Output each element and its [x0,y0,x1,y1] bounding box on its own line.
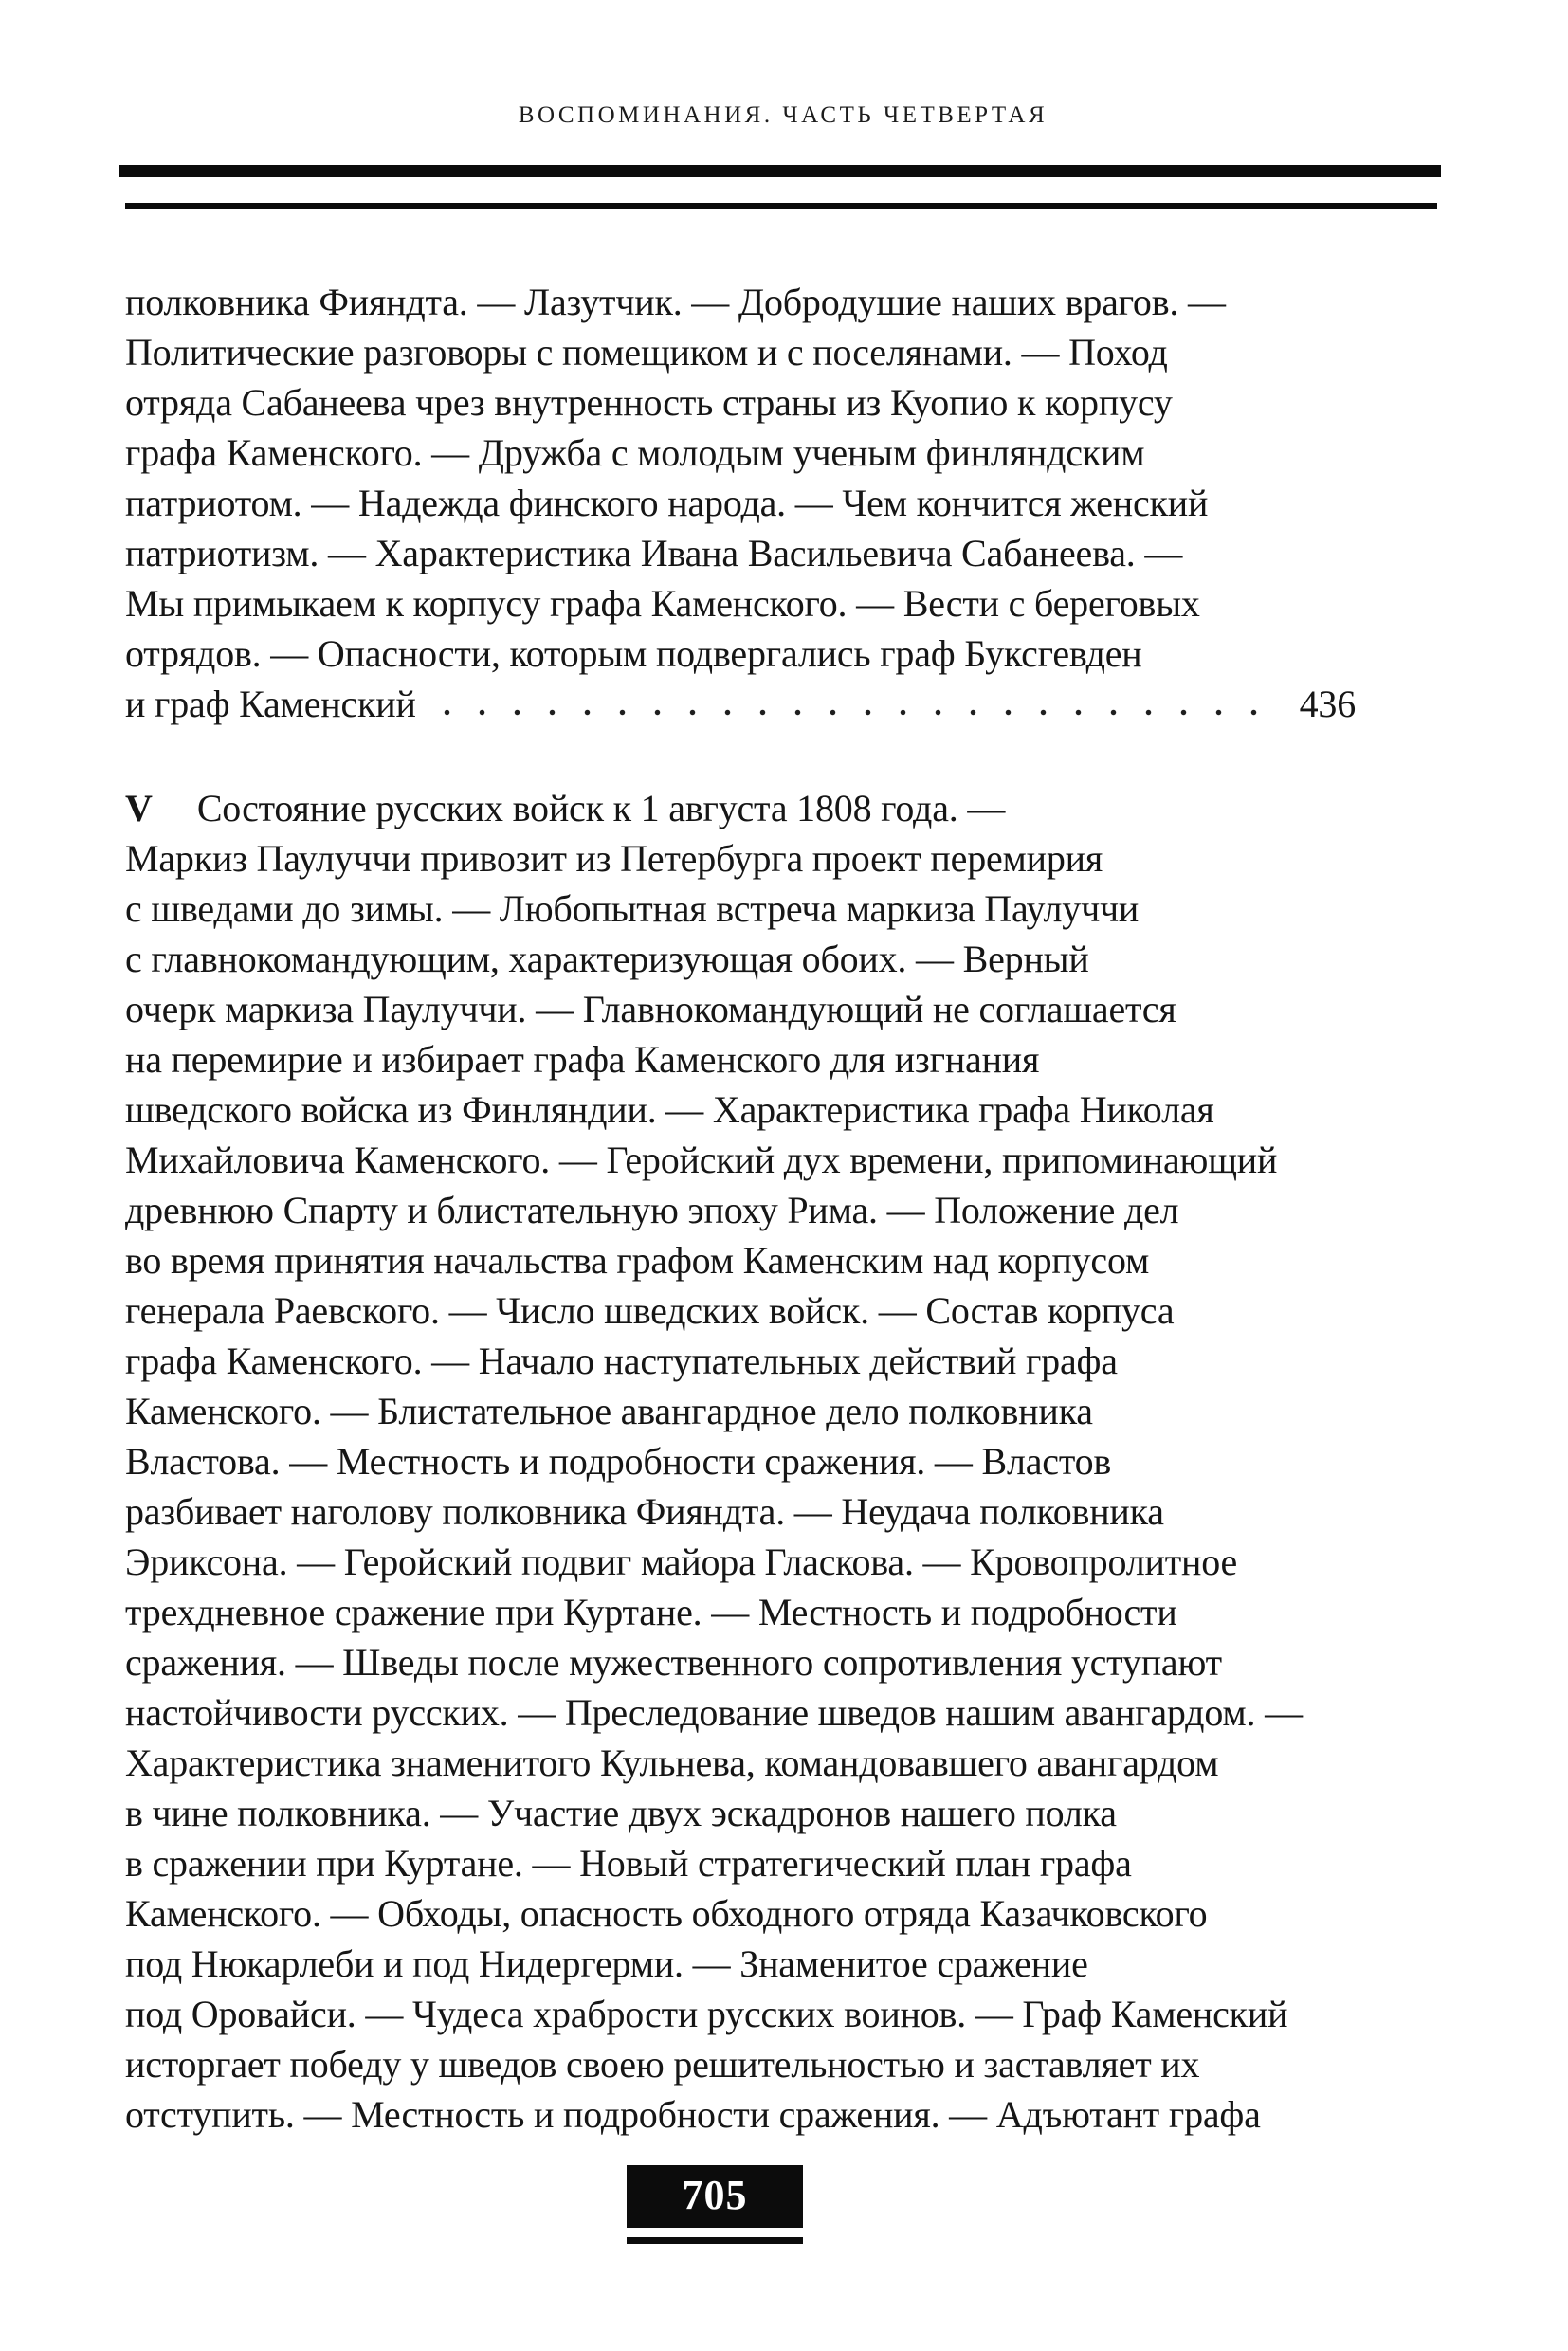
toc-line: во время принятия начальства графом Каменским над корпусом [125,1239,1150,1282]
toc-line: графа Каменского. — Начало наступательных действий графа [125,1340,1118,1382]
toc-line: под Оровайси. — Чудеса храбрости русских воинов. — Граф Каменский [125,1993,1288,2035]
toc-line: шведского войска из Финляндии. — Характеристика графа Николая [125,1088,1214,1131]
toc-line: Маркиз Паулуччи привозит из Петербурга проект перемирия [125,837,1103,880]
toc-line: с главнокомандующим, характеризующая обоих. — Верный [125,938,1089,980]
entry-number: V [125,787,153,829]
toc-line: отрядов. — Опасности, которым подвергались граф Буксгевден [125,632,1142,675]
toc-entry-first-line [125,783,1356,833]
folio-rule [627,2237,803,2244]
toc-line: графа Каменского. — Дружба с молодым ученым финляндским [125,431,1145,474]
toc-leader-line [125,679,1356,729]
toc-line: настойчивости русских. — Преследование шведов нашим авангардом. — [125,1691,1303,1734]
toc-line: отряда Сабанеева чрез внутренность страны из Куопио к корпусу [125,381,1173,424]
toc-line: исторгает победу у шведов своею решительностью и заставляет их [125,2043,1200,2086]
toc-entry-iv-continuation [125,277,1356,729]
toc-line: разбивает наголову полковника Фияндта. — Неудача полковника [125,1490,1164,1533]
toc-line: сражения. — Шведы после мужественного сопротивления уступают [125,1641,1222,1684]
toc-line: Характеристика знаменитого Кульнева, командовавшего авангардом [125,1741,1219,1784]
toc-line: в чине полковника. — Участие двух эскадронов нашего полка [125,1792,1117,1834]
toc-lines [125,833,1356,2140]
toc-line-text: Состояние русских войск к 1 августа 1808 года. — [196,787,1006,829]
toc-line: патриотом. — Надежда финского народа. — Чем кончится женский [125,482,1209,524]
toc-line: в сражении при Куртане. — Новый стратегический план графа [125,1842,1132,1885]
header-rule-thick [119,165,1441,177]
toc-line: очерк маркиза Паулуччи. — Главнокомандующий не соглашается [125,988,1176,1030]
toc-line: генерала Раевского. — Число шведских войск. — Состав корпуса [125,1289,1175,1332]
toc-line: на перемирие и избирает графа Каменского для изгнания [125,1038,1040,1081]
toc-line: полковника Фияндта. — Лазутчик. — Добродушие наших врагов. — [125,281,1226,323]
toc-line: отступить. — Местность и подробности сражения. — Адъютант графа [125,2093,1261,2136]
toc-line: Эриксона. — Геройский подвиг майора Гласкова. — Кровопролитное [125,1540,1238,1583]
toc-line: Каменского. — Блистательное авангардное дело полковника [125,1390,1093,1432]
toc-line: трехдневное сражение при Куртане. — Местность и подробности [125,1591,1177,1633]
toc-line-text: и граф Каменский [125,683,416,725]
toc-line: Мы примыкаем к корпусу графа Каменского. — Вести с береговых [125,582,1200,625]
folio-page-number: 705 [627,2165,803,2228]
running-head-title: ВОСПОМИНАНИЯ. ЧАСТЬ ЧЕТВЕРТАЯ [518,102,1048,128]
header-rule-thin [125,203,1437,209]
dot-leader [429,708,1285,717]
toc-line: древнюю Спарту и блистательную эпоху Рима. — Положение дел [125,1189,1179,1231]
toc-line: с шведами до зимы. — Любопытная встреча маркиза Паулуччи [125,887,1140,930]
toc-lines [125,277,1356,679]
toc-line: под Нюкарлеби и под Нидергерми. — Знаменитое сражение [125,1942,1088,1985]
toc-line: Михайловича Каменского. — Геройский дух времени, припоминающий [125,1139,1278,1181]
page-ref: 436 [1299,683,1356,725]
toc-line: Каменского. — Обходы, опасность обходного отряда Казачковского [125,1892,1208,1935]
toc-entry-v [125,783,1356,2140]
toc-line: Политические разговоры с помещиком и с поселянами. — Поход [125,331,1168,374]
toc-line: Властова. — Местность и подробности сражения. — Властов [125,1440,1112,1483]
toc-line: патриотизм. — Характеристика Ивана Васильевича Сабанеева. — [125,532,1183,574]
